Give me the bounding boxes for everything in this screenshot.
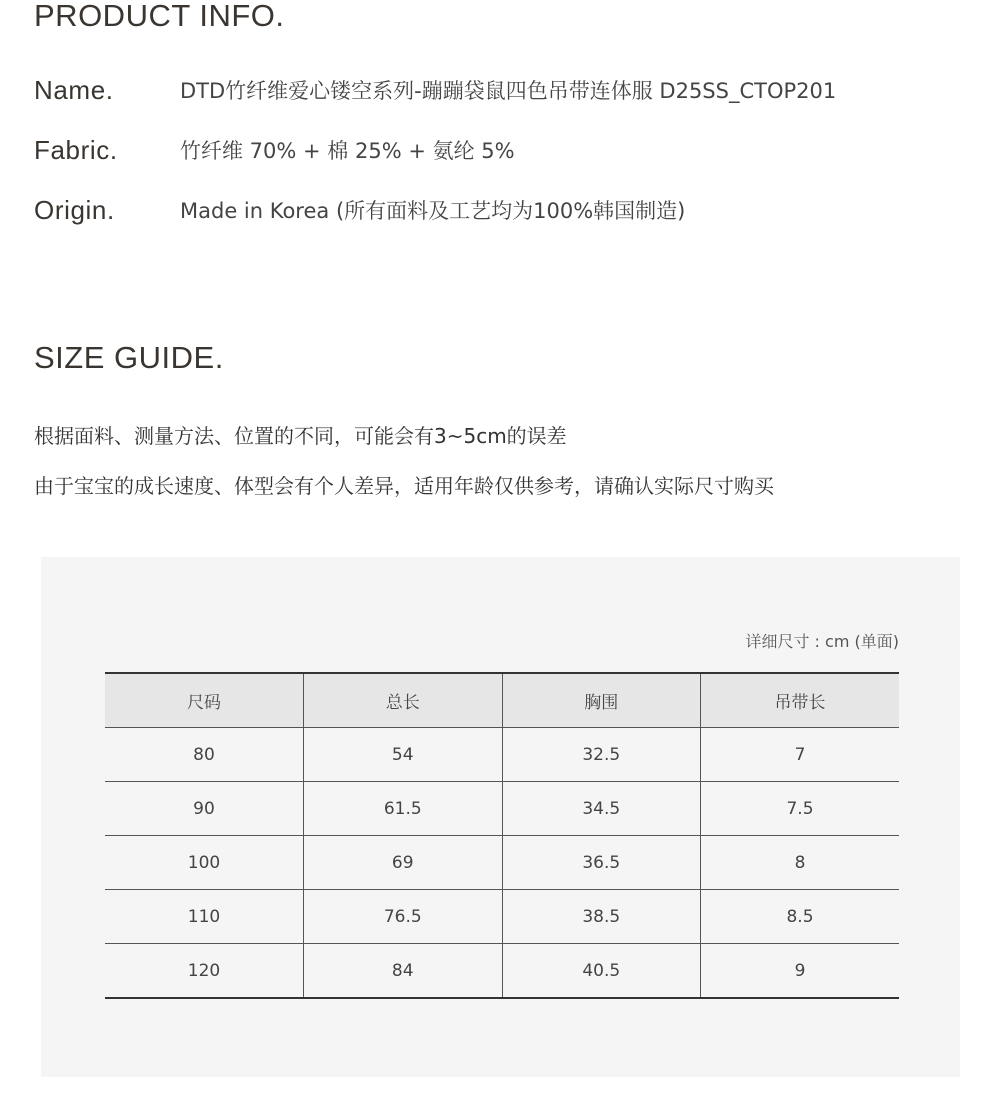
cell-strap-length: 7: [701, 728, 900, 782]
cell-total-length: 54: [304, 728, 503, 782]
cell-strap-length: 7.5: [701, 782, 900, 836]
header-total-length: 总长: [304, 673, 503, 728]
table-row: [105, 836, 899, 890]
name-value: DTD竹纤维爱心镂空系列-蹦蹦袋鼠四色吊带连体服 D25SS_CTOP201: [180, 79, 837, 103]
cell-total-length: 84: [304, 944, 503, 999]
cell-size: 120: [105, 944, 304, 999]
fabric-label: Fabric.: [34, 134, 118, 165]
cell-total-length: 76.5: [304, 890, 503, 944]
cell-strap-length: 9: [701, 944, 900, 999]
cell-strap-length: 8: [701, 836, 900, 890]
cell-chest: 38.5: [502, 890, 701, 944]
cell-size: 110: [105, 890, 304, 944]
size-note-2: 由于宝宝的成长速度、体型会有个人差异，适用年龄仅供参考，请确认实际尺寸购买: [34, 474, 774, 498]
unit-label: 详细尺寸 : cm (单面): [745, 632, 899, 651]
table-row: [105, 728, 899, 782]
cell-chest: 34.5: [502, 782, 701, 836]
size-guide-title: SIZE GUIDE.: [34, 340, 224, 375]
table-row: [105, 890, 899, 944]
table-header-row: [105, 673, 899, 728]
header-size: 尺码: [105, 673, 304, 728]
origin-value: Made in Korea (所有面料及工艺均为100%韩国制造): [180, 199, 686, 223]
cell-total-length: 61.5: [304, 782, 503, 836]
cell-chest: 40.5: [502, 944, 701, 999]
cell-size: 100: [105, 836, 304, 890]
info-row-origin: [34, 192, 685, 228]
table-row: [105, 944, 899, 999]
fabric-value: 竹纤维 70% + 棉 25% + 氨纶 5%: [180, 139, 515, 163]
size-note-1: 根据面料、测量方法、位置的不同，可能会有3~5cm的误差: [34, 424, 567, 448]
cell-chest: 32.5: [502, 728, 701, 782]
size-panel: [41, 557, 960, 1077]
product-info-title: PRODUCT INFO.: [34, 0, 285, 33]
size-table: [105, 672, 899, 999]
header-strap-length: 吊带长: [701, 673, 900, 728]
cell-chest: 36.5: [502, 836, 701, 890]
cell-strap-length: 8.5: [701, 890, 900, 944]
cell-total-length: 69: [304, 836, 503, 890]
table-row: [105, 782, 899, 836]
info-row-fabric: [34, 132, 515, 168]
info-row-name: [34, 72, 836, 108]
name-label: Name.: [34, 74, 114, 105]
cell-size: 90: [105, 782, 304, 836]
cell-size: 80: [105, 728, 304, 782]
header-chest: 胸围: [502, 673, 701, 728]
origin-label: Origin.: [34, 194, 115, 225]
